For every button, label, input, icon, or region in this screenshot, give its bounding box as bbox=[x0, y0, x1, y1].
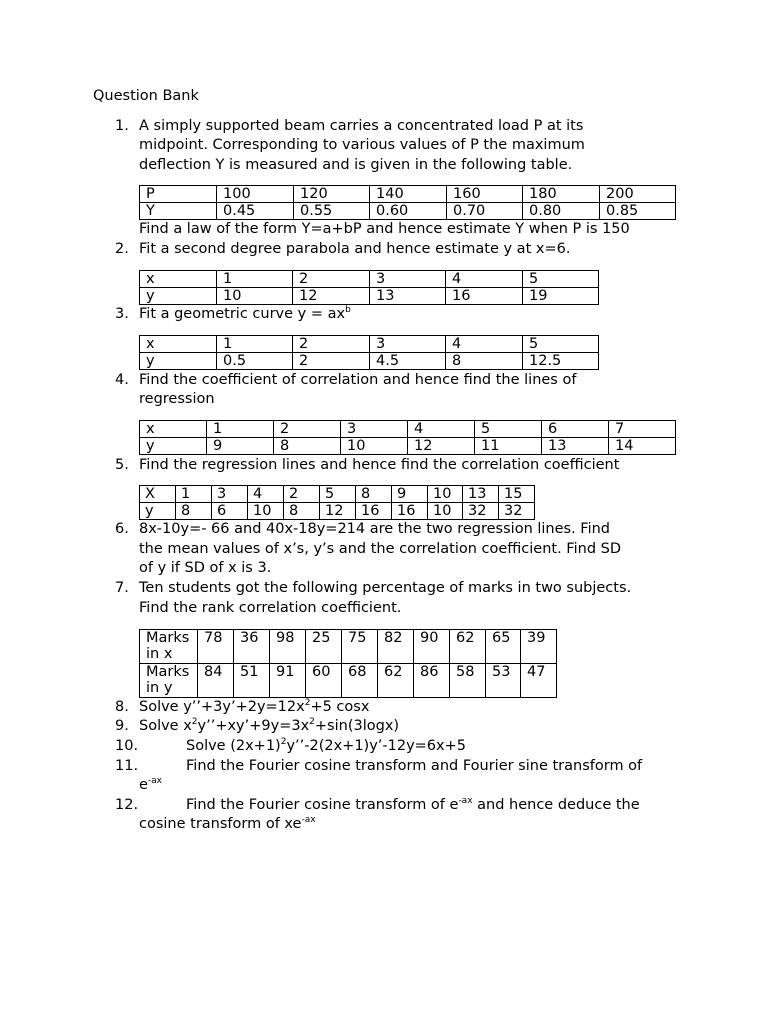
table-cell: x bbox=[140, 271, 217, 288]
question-text bbox=[186, 737, 466, 756]
table-cell: 16 bbox=[392, 503, 428, 520]
question-number: 4. bbox=[115, 372, 129, 388]
table-cell: 3 bbox=[212, 486, 248, 503]
table-cell: 91 bbox=[270, 664, 306, 698]
table-cell: 7 bbox=[609, 421, 676, 438]
table-cell: 12.5 bbox=[523, 353, 599, 370]
table-cell: 1 bbox=[217, 271, 293, 288]
question-text: of y if SD of x is 3. bbox=[139, 560, 272, 576]
table-cell: Y bbox=[140, 203, 217, 220]
table-cell: 13 bbox=[542, 438, 609, 455]
data-table-x-y bbox=[139, 270, 599, 305]
table-cell: 180 bbox=[523, 186, 600, 203]
superscript: 2 bbox=[191, 717, 198, 727]
table-cell: 32 bbox=[463, 503, 499, 520]
table-cell: 78 bbox=[198, 630, 234, 664]
table-row bbox=[140, 486, 535, 503]
question-text bbox=[186, 796, 640, 815]
table-cell: X bbox=[140, 486, 176, 503]
table-cell: y bbox=[140, 438, 207, 455]
table-row bbox=[140, 438, 676, 455]
table-cell: 4 bbox=[446, 336, 523, 353]
table-cell: 6 bbox=[212, 503, 248, 520]
table-cell: 0.85 bbox=[600, 203, 676, 220]
table-cell: 4 bbox=[446, 271, 523, 288]
table-cell: 3 bbox=[370, 336, 446, 353]
table-cell: 51 bbox=[234, 664, 270, 698]
table-cell: y bbox=[140, 503, 176, 520]
table-cell: Marks in x bbox=[140, 630, 198, 664]
table-cell: 10 bbox=[428, 503, 463, 520]
question-text: Find the coefficient of correlation and hence find the lines of bbox=[139, 372, 577, 388]
table-cell: 47 bbox=[521, 664, 557, 698]
question-text: Find the rank correlation coefficient. bbox=[139, 600, 402, 616]
table-cell: 4.5 bbox=[370, 353, 446, 370]
table-row bbox=[140, 203, 676, 220]
table-cell: 2 bbox=[284, 486, 320, 503]
question-text bbox=[139, 305, 351, 324]
superscript: 2 bbox=[280, 737, 287, 747]
table-cell: 15 bbox=[499, 486, 535, 503]
text-run: Find the Fourier cosine transform of e bbox=[186, 797, 459, 813]
question-number: 9. bbox=[115, 718, 129, 734]
question-text: regression bbox=[139, 391, 215, 407]
data-table-p-y bbox=[139, 185, 676, 220]
table-cell: 32 bbox=[499, 503, 535, 520]
table-cell: 2 bbox=[293, 353, 370, 370]
text-run: y’’+xy’+9y=3x bbox=[197, 718, 310, 734]
table-cell: 90 bbox=[414, 630, 450, 664]
table-cell: 200 bbox=[600, 186, 676, 203]
table-cell: 53 bbox=[486, 664, 521, 698]
table-cell: 4 bbox=[408, 421, 475, 438]
table-cell: P bbox=[140, 186, 217, 203]
superscript: -ax bbox=[458, 796, 473, 806]
table-cell: 5 bbox=[475, 421, 542, 438]
question-text: midpoint. Corresponding to various values of P the maximum bbox=[139, 137, 585, 153]
question-text: Find the regression lines and hence find the correlation coefficient bbox=[139, 457, 620, 473]
table-cell: 120 bbox=[294, 186, 370, 203]
superscript: b bbox=[345, 305, 351, 315]
question-number: 12. bbox=[115, 797, 139, 813]
superscript: -ax bbox=[301, 815, 316, 825]
table-cell: 8 bbox=[446, 353, 523, 370]
table-cell: 11 bbox=[475, 438, 542, 455]
table-cell: 19 bbox=[523, 288, 599, 305]
table-row bbox=[140, 664, 557, 698]
text-run: Solve y’’+3y’+2y=12x bbox=[139, 699, 305, 715]
question-number: 11. bbox=[115, 758, 139, 774]
table-cell: 160 bbox=[447, 186, 523, 203]
superscript: 2 bbox=[309, 717, 315, 727]
table-cell: 2 bbox=[274, 421, 341, 438]
table-cell: 140 bbox=[370, 186, 447, 203]
table-cell: Marks in y bbox=[140, 664, 198, 698]
table-cell: 0.60 bbox=[370, 203, 447, 220]
table-row bbox=[140, 271, 599, 288]
table-cell: 8 bbox=[274, 438, 341, 455]
question-number: 8. bbox=[115, 699, 129, 715]
table-cell: 0.80 bbox=[523, 203, 600, 220]
text-run: +sin(3logx) bbox=[314, 718, 400, 734]
table-cell: 12 bbox=[293, 288, 370, 305]
table-cell: y bbox=[140, 353, 217, 370]
question-text: Ten students got the following percentage of marks in two subjects. bbox=[139, 580, 632, 596]
question-text: Find the Fourier cosine transform and Fourier sine transform of bbox=[186, 758, 643, 774]
table-row bbox=[140, 186, 676, 203]
text-run: cosine transform of xe bbox=[139, 816, 302, 832]
question-text: A simply supported beam carries a concentrated load P at its bbox=[139, 118, 584, 134]
table-cell: 36 bbox=[234, 630, 270, 664]
table-cell: 39 bbox=[521, 630, 557, 664]
table-cell: 0.55 bbox=[294, 203, 370, 220]
table-cell: x bbox=[140, 336, 217, 353]
table-row bbox=[140, 288, 599, 305]
table-cell: 6 bbox=[542, 421, 609, 438]
table-cell: 2 bbox=[293, 336, 370, 353]
superscript: -ax bbox=[147, 776, 163, 786]
table-cell: 68 bbox=[342, 664, 378, 698]
table-cell: x bbox=[140, 421, 207, 438]
table-cell: 16 bbox=[446, 288, 523, 305]
table-cell: 10 bbox=[217, 288, 293, 305]
table-cell: 86 bbox=[414, 664, 450, 698]
table-cell: 5 bbox=[320, 486, 356, 503]
table-cell: 10 bbox=[248, 503, 284, 520]
table-cell: 1 bbox=[217, 336, 293, 353]
table-row bbox=[140, 353, 599, 370]
table-cell: 58 bbox=[450, 664, 486, 698]
table-cell: 2 bbox=[293, 271, 370, 288]
table-cell: 100 bbox=[217, 186, 294, 203]
text-run: and hence deduce the bbox=[472, 797, 640, 813]
table-row bbox=[140, 336, 599, 353]
question-number: 7. bbox=[115, 580, 129, 596]
table-cell: 82 bbox=[378, 630, 414, 664]
table-cell: 62 bbox=[450, 630, 486, 664]
question-text: the mean values of x’s, y’s and the correlation coefficient. Find SD bbox=[139, 541, 621, 557]
table-cell: 0.5 bbox=[217, 353, 293, 370]
data-table-x-y bbox=[139, 335, 599, 370]
question-text bbox=[139, 717, 399, 736]
question-text: 8x-10y=- 66 and 40x-18y=214 are the two regression lines. Find bbox=[139, 521, 611, 537]
table-cell: 13 bbox=[370, 288, 446, 305]
table-cell: 8 bbox=[356, 486, 392, 503]
text-run: Solve (2x+1) bbox=[186, 738, 281, 754]
table-cell: 0.45 bbox=[217, 203, 294, 220]
table-cell: 25 bbox=[306, 630, 342, 664]
table-cell: 0.70 bbox=[447, 203, 523, 220]
table-cell: 3 bbox=[341, 421, 408, 438]
table-cell: y bbox=[140, 288, 217, 305]
table-cell: 8 bbox=[284, 503, 320, 520]
table-cell: 9 bbox=[392, 486, 428, 503]
table-cell: 1 bbox=[176, 486, 212, 503]
question-number: 1. bbox=[115, 118, 129, 134]
question-text: Find a law of the form Y=a+bP and hence estimate Y when P is 150 bbox=[139, 221, 630, 237]
text-run: Fit a geometric curve y = ax bbox=[139, 306, 346, 322]
table-cell: 12 bbox=[320, 503, 356, 520]
text-run: Solve x bbox=[139, 718, 192, 734]
table-cell: 84 bbox=[198, 664, 234, 698]
table-cell: 12 bbox=[408, 438, 475, 455]
marks-table bbox=[139, 629, 557, 698]
table-cell: 8 bbox=[176, 503, 212, 520]
question-text bbox=[139, 776, 162, 795]
question-number: 10. bbox=[115, 738, 139, 754]
table-cell: 98 bbox=[270, 630, 306, 664]
table-cell: 10 bbox=[428, 486, 463, 503]
table-row bbox=[140, 503, 535, 520]
table-row bbox=[140, 421, 676, 438]
table-cell: 10 bbox=[341, 438, 408, 455]
table-cell: 62 bbox=[378, 664, 414, 698]
table-cell: 75 bbox=[342, 630, 378, 664]
table-cell: 5 bbox=[523, 271, 599, 288]
question-text bbox=[139, 815, 316, 834]
text-run: y’’-2(2x+1)y’-12y=6x+5 bbox=[286, 738, 466, 754]
superscript: 2 bbox=[304, 698, 311, 708]
text-run: +5 cosx bbox=[310, 699, 370, 715]
question-number: 5. bbox=[115, 457, 129, 473]
table-cell: 13 bbox=[463, 486, 499, 503]
question-number: 2. bbox=[115, 241, 129, 257]
table-cell: 16 bbox=[356, 503, 392, 520]
data-table-x-y bbox=[139, 420, 676, 455]
question-number: 3. bbox=[115, 306, 129, 322]
table-cell: 60 bbox=[306, 664, 342, 698]
table-cell: 5 bbox=[523, 336, 599, 353]
question-text: deflection Y is measured and is given in the following table. bbox=[139, 157, 573, 173]
question-number: 6. bbox=[115, 521, 129, 537]
table-row bbox=[140, 630, 557, 664]
table-cell: 3 bbox=[370, 271, 446, 288]
table-cell: 14 bbox=[609, 438, 676, 455]
page-title: Question Bank bbox=[93, 88, 199, 104]
table-cell: 1 bbox=[207, 421, 274, 438]
table-cell: 9 bbox=[207, 438, 274, 455]
data-table-x-y bbox=[139, 485, 535, 520]
text-run: e bbox=[139, 777, 148, 793]
question-text bbox=[139, 698, 369, 717]
question-text: Fit a second degree parabola and hence estimate y at x=6. bbox=[139, 241, 571, 257]
table-cell: 65 bbox=[486, 630, 521, 664]
table-cell: 4 bbox=[248, 486, 284, 503]
